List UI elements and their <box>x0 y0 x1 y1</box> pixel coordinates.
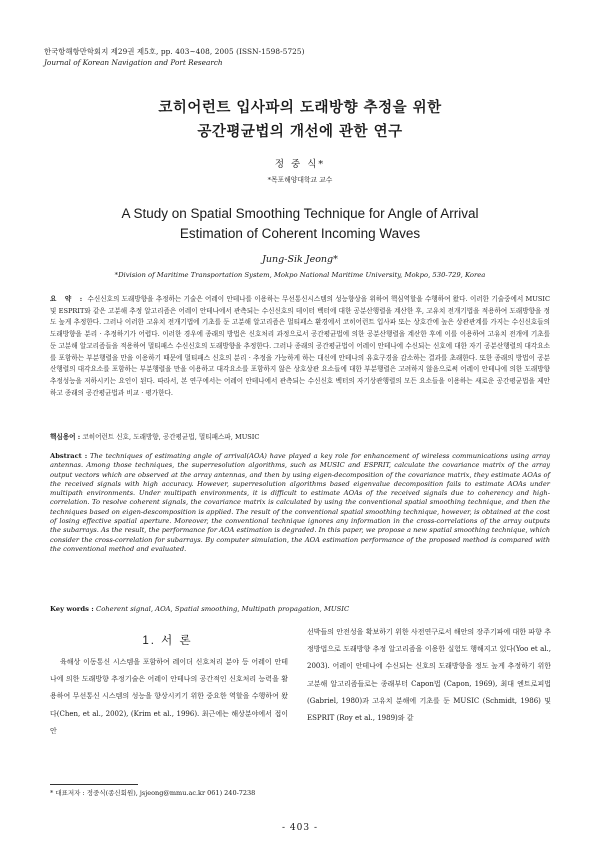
korean-title-line2: 공간평균법의 개선에 관한 연구 <box>197 123 403 140</box>
english-keywords <box>50 605 550 613</box>
footnote-divider <box>50 784 138 785</box>
korean-title-line1: 코히어런트 입사파의 도래방향 추정을 위한 <box>158 99 442 116</box>
journal-header-line: 한국항해항만학회지 제29권 제5호, pp. 403~408, 2005 (ISSN-1598-5725) <box>44 47 305 56</box>
korean-abstract-text: 수신신호의 도래방향을 추정하는 기술은 어레이 안테나를 이용하는 무선통신시스템의 성능향상을 위하여 핵심역할을 수행하여 왔다. 이러한 기술중에서 MUSIC 및 ESPRIT와 같은 고분해 추정 알고리즘은 어레이 안테나에서 관측되는 수신신호의 데이터 벡터에 대한 공분산행렬을 계산한 후, 고유치 전개기법을 적용하여 도래방향을 정도 높게 추정한다. 그러나 이러한 고유치 전개기법에 기초를 둔 고분해 알고리즘은 멀티패스 환경에서 코히어런트 입사파 또는 상호간에 높은 상관관계를 가지는 수신신호들의 도래방향을 분리 · 추정하기가 어렵다. 이러한 경우에 종래의 방법은 신호처리 과정으로서 공간평균법에 의한 공분산행렬을 계산한 후에 이를 이용하여 고유치 전개에 기초를 둔 고분해 알고리즘들을 적용하여 멀티패스 수신신호의 도래방향을 추정한다. 그러나 종래의 공간평균법이 어레이 안테나에 수신되는 신호에 대한 자기 공분산행렬의 대각요소를 포함하는 부분행렬을 만을 이용하기 때문에 멀티패스 신호의 분리 · 추정을 가능하게 하는 대신에 안테나의 유효구경을 감소하는 결과를 초래한다. 또한 종래의 방법이 공분산행렬의 대각요소를 포함하는 부분행렬을 만을 이용하고 대각요소를 포함하지 않은 상호상관 요소들에 대한 부분행렬은 고려하지 않음으로써 어레이 안테나에 의한 도래방향 추정성능을 저하시키는 요인이 된다. 따라서, 본 연구에서는 어레이 안테나에서 관측되는 수신신호 벡터의 자기상관행렬의 모든 요소들을 이용하는 새로운 공간평균법을 제안하고 종래의 공간평균법과 비교 · 평가한다. <box>50 295 550 397</box>
korean-abstract-label: 요 약 : <box>50 295 86 303</box>
korean-keywords <box>50 431 550 441</box>
korean-affiliation: *목포해양대학교 교수 <box>267 176 333 184</box>
english-title-line2: Estimation of Coherent Incoming Waves <box>179 226 421 241</box>
korean-keywords-text: 코히어런트 신호, 도래방향, 공간평균법, 멀티패스파, MUSIC <box>82 433 260 441</box>
english-author: Jung-Sik Jeong* <box>262 254 338 265</box>
korean-author: 정 중 식* <box>274 159 326 170</box>
english-keywords-text: Coherent signal, AOA, Spatial smoothing, Multipath propagation, MUSIC <box>96 605 350 613</box>
english-abstract <box>50 452 550 554</box>
body-column-right: 선박들의 안전성을 확보하기 위한 사전연구로서 해안의 장주기파에 대한 파향 추정방법으로 도래방향 추정 알고리즘을 이용한 실험도 행해지고 있다(Yoo et al., 2003). 어레이 안테나에 수신되는 신호의 도래방향을 정도 높게 추정하기 위한 고분해 알고리즘들로는 종래부터 Capon법 (Capon, 1969), 최대 엔트로피법 (Gabriel, 1980)과 고유치 분해에 기초를 둔 MUSIC (Schmidt, 1986) 및 ESPRIT (Roy et al., 1989)와 같 <box>307 628 551 723</box>
english-abstract-text: The techniques of estimating angle of arrival(AOA) have played a key role for enhancement of wireless communications using array antennas. Among those techniques, the superresolution algorithms, such as MUSIC and ESPRIT, calculate the covariance matrix of the array output vectors which are observed at the array antennas, and then by using eigen-decomposition of the covariance matrix, they estimate AOAs of the received signals with high accuracy. However, superresolution algorithms based eigenvalue decomposition fails to estimate AOAs under multipath environments. Under multipath environments, it is difficult to estimate AOAs of the received signals due to coherency and high-correlation. To resolve coherent signals, the covariance matrix is calculated by using the conventional spatial smoothing technique, and then the techniques based on eigen-descomposition is applied. The result of the conventional spatial smoothing technique, however, is obtained at the cost of losing effective spatial aperture. Moreover, the conventional technique ignores any information in the cross-correlations of the array outputs the subarrays. As the result, the performance for AOA estimation is degraded. In this paper, we propose a new spatial smoothing technique, which consider the cross-correlation for subarrays. By computer simulation, the AOA estimation performance of the proposed method is compared with the conventional method and evaluated. <box>50 452 550 553</box>
section-heading-introduction: 1. 서 론 <box>142 635 193 647</box>
korean-abstract <box>50 294 550 399</box>
english-affiliation: *Division of Maritime Transportation System, Mokpo National Maritime University, Mokpo, 530-729, Korea <box>114 271 486 279</box>
english-abstract-label: Abstract : <box>50 452 88 460</box>
korean-keywords-label: 핵심용어 : <box>50 433 81 441</box>
footnote: * 대표저자 : 정중식(종신회원), jsjeong@mmu.ac.kr 061) 240-7238 <box>50 789 256 797</box>
journal-name: Journal of Korean Navigation and Port Research <box>44 58 223 67</box>
page-number: - 403 - <box>282 823 318 833</box>
english-keywords-label: Key words : <box>50 605 94 613</box>
english-title-line1: A Study on Spatial Smoothing Technique for Angle of Arrival <box>121 206 479 221</box>
body-column-left: 육해상 이동통신 시스템을 포함하여 레이더 신호처리 분야 등 어레이 안테나에 의한 도래방향 추정기술은 어레이 안테나의 공간적인 신호처리 능력을 활용하여 무선통신 시스템의 성능을 향상시키기 위한 중요한 역할을 수행하여 왔다(Chen, et al., 2002), (Krim et al., 1996). 최근에는 해상분야에서 접이안 <box>50 658 288 735</box>
